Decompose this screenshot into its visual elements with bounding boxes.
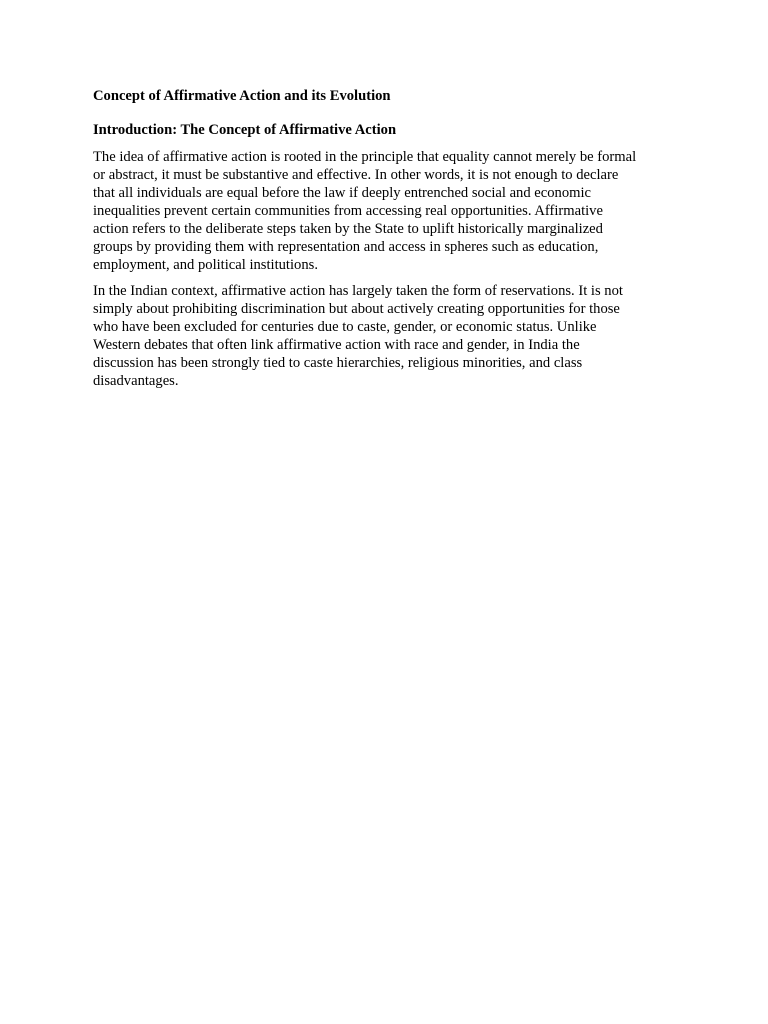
paragraph-line: employment, and political institutions. xyxy=(93,257,318,273)
paragraph-line: Western debates that often link affirmative action with race and gender, in India the xyxy=(93,337,580,353)
paragraph-line: discussion has been strongly tied to caste hierarchies, religious minorities, and class xyxy=(93,355,583,371)
paragraph-2 xyxy=(93,282,677,390)
paragraph-line: that all individuals are equal before the law if deeply entrenched social and economic xyxy=(93,185,592,201)
document-body xyxy=(93,86,677,390)
paragraph-1 xyxy=(93,148,677,274)
paragraph-line: The idea of affirmative action is rooted in the principle that equality cannot merely be formal xyxy=(93,149,637,165)
paragraph-line: In the Indian context, affirmative action has largely taken the form of reservations. It is not xyxy=(93,283,623,299)
paragraph-line: who have been excluded for centuries due to caste, gender, or economic status. Unlike xyxy=(93,319,597,335)
paragraph-line: action refers to the deliberate steps taken by the State to uplift historically marginalized xyxy=(93,221,603,237)
paragraph-line: or abstract, it must be substantive and effective. In other words, it is not enough to declare xyxy=(93,167,619,183)
paragraph-line: disadvantages. xyxy=(93,373,179,389)
paragraph-line: inequalities prevent certain communities from accessing real opportunities. Affirmative xyxy=(93,203,603,219)
document-title: Concept of Affirmative Action and its Evolution xyxy=(93,88,391,104)
paragraph-line: groups by providing them with representation and access in spheres such as education, xyxy=(93,239,599,255)
section-heading: Introduction: The Concept of Affirmative Action xyxy=(93,122,397,138)
paragraph-line: simply about prohibiting discrimination but about actively creating opportunities for those xyxy=(93,301,620,317)
